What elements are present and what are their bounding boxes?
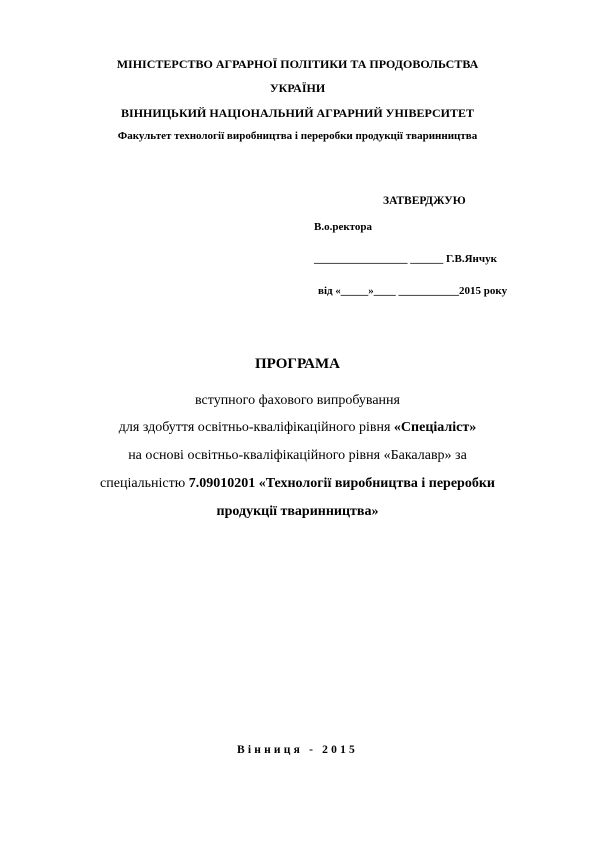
faculty-title: Факультет технології виробництва і переробки продукції тваринництва [117,130,478,142]
subtitle-line-4 [0,476,595,492]
specialty-name-continued: продукції тваринництва» [216,504,379,519]
signature-line: _________________ ______ Г.В.Янчук [314,253,497,265]
subtitle-line-3: на основі освітньо-кваліфікаційного рівня «Бакалавр» за [128,448,467,463]
ministry-title: МІНІСТЕРСТВО АГРАРНОЇ ПОЛІТИКИ ТА ПРОДОВОЛЬСТВА [116,57,479,71]
approval-title: ЗАТВЕРДЖУЮ [383,195,466,207]
subtitle-line-2-text: для здобуття освітньо-кваліфікаційного рівня [118,420,394,435]
document-title: ПРОГРАМА [254,356,341,372]
subtitle-line-2 [0,420,595,436]
subtitle-line-1: вступного фахового випробування [195,393,400,408]
university-title: ВІННИЦЬКИЙ НАЦІОНАЛЬНИЙ АГРАРНИЙ УНІВЕРСИТЕТ [121,106,474,120]
city-year: Вінниця - 2015 [237,744,358,756]
qualification-level: «Спеціаліст» [393,420,477,435]
country-title: УКРАЇНИ [269,81,326,95]
approval-date-line: від «_____»____ ___________2015 року [318,285,508,297]
specialty-code-name: 7.09010201 «Технології виробництва і переробки [188,476,495,491]
approval-position: В.о.ректора [314,221,373,233]
specialty-prefix: спеціальністю [100,476,189,491]
